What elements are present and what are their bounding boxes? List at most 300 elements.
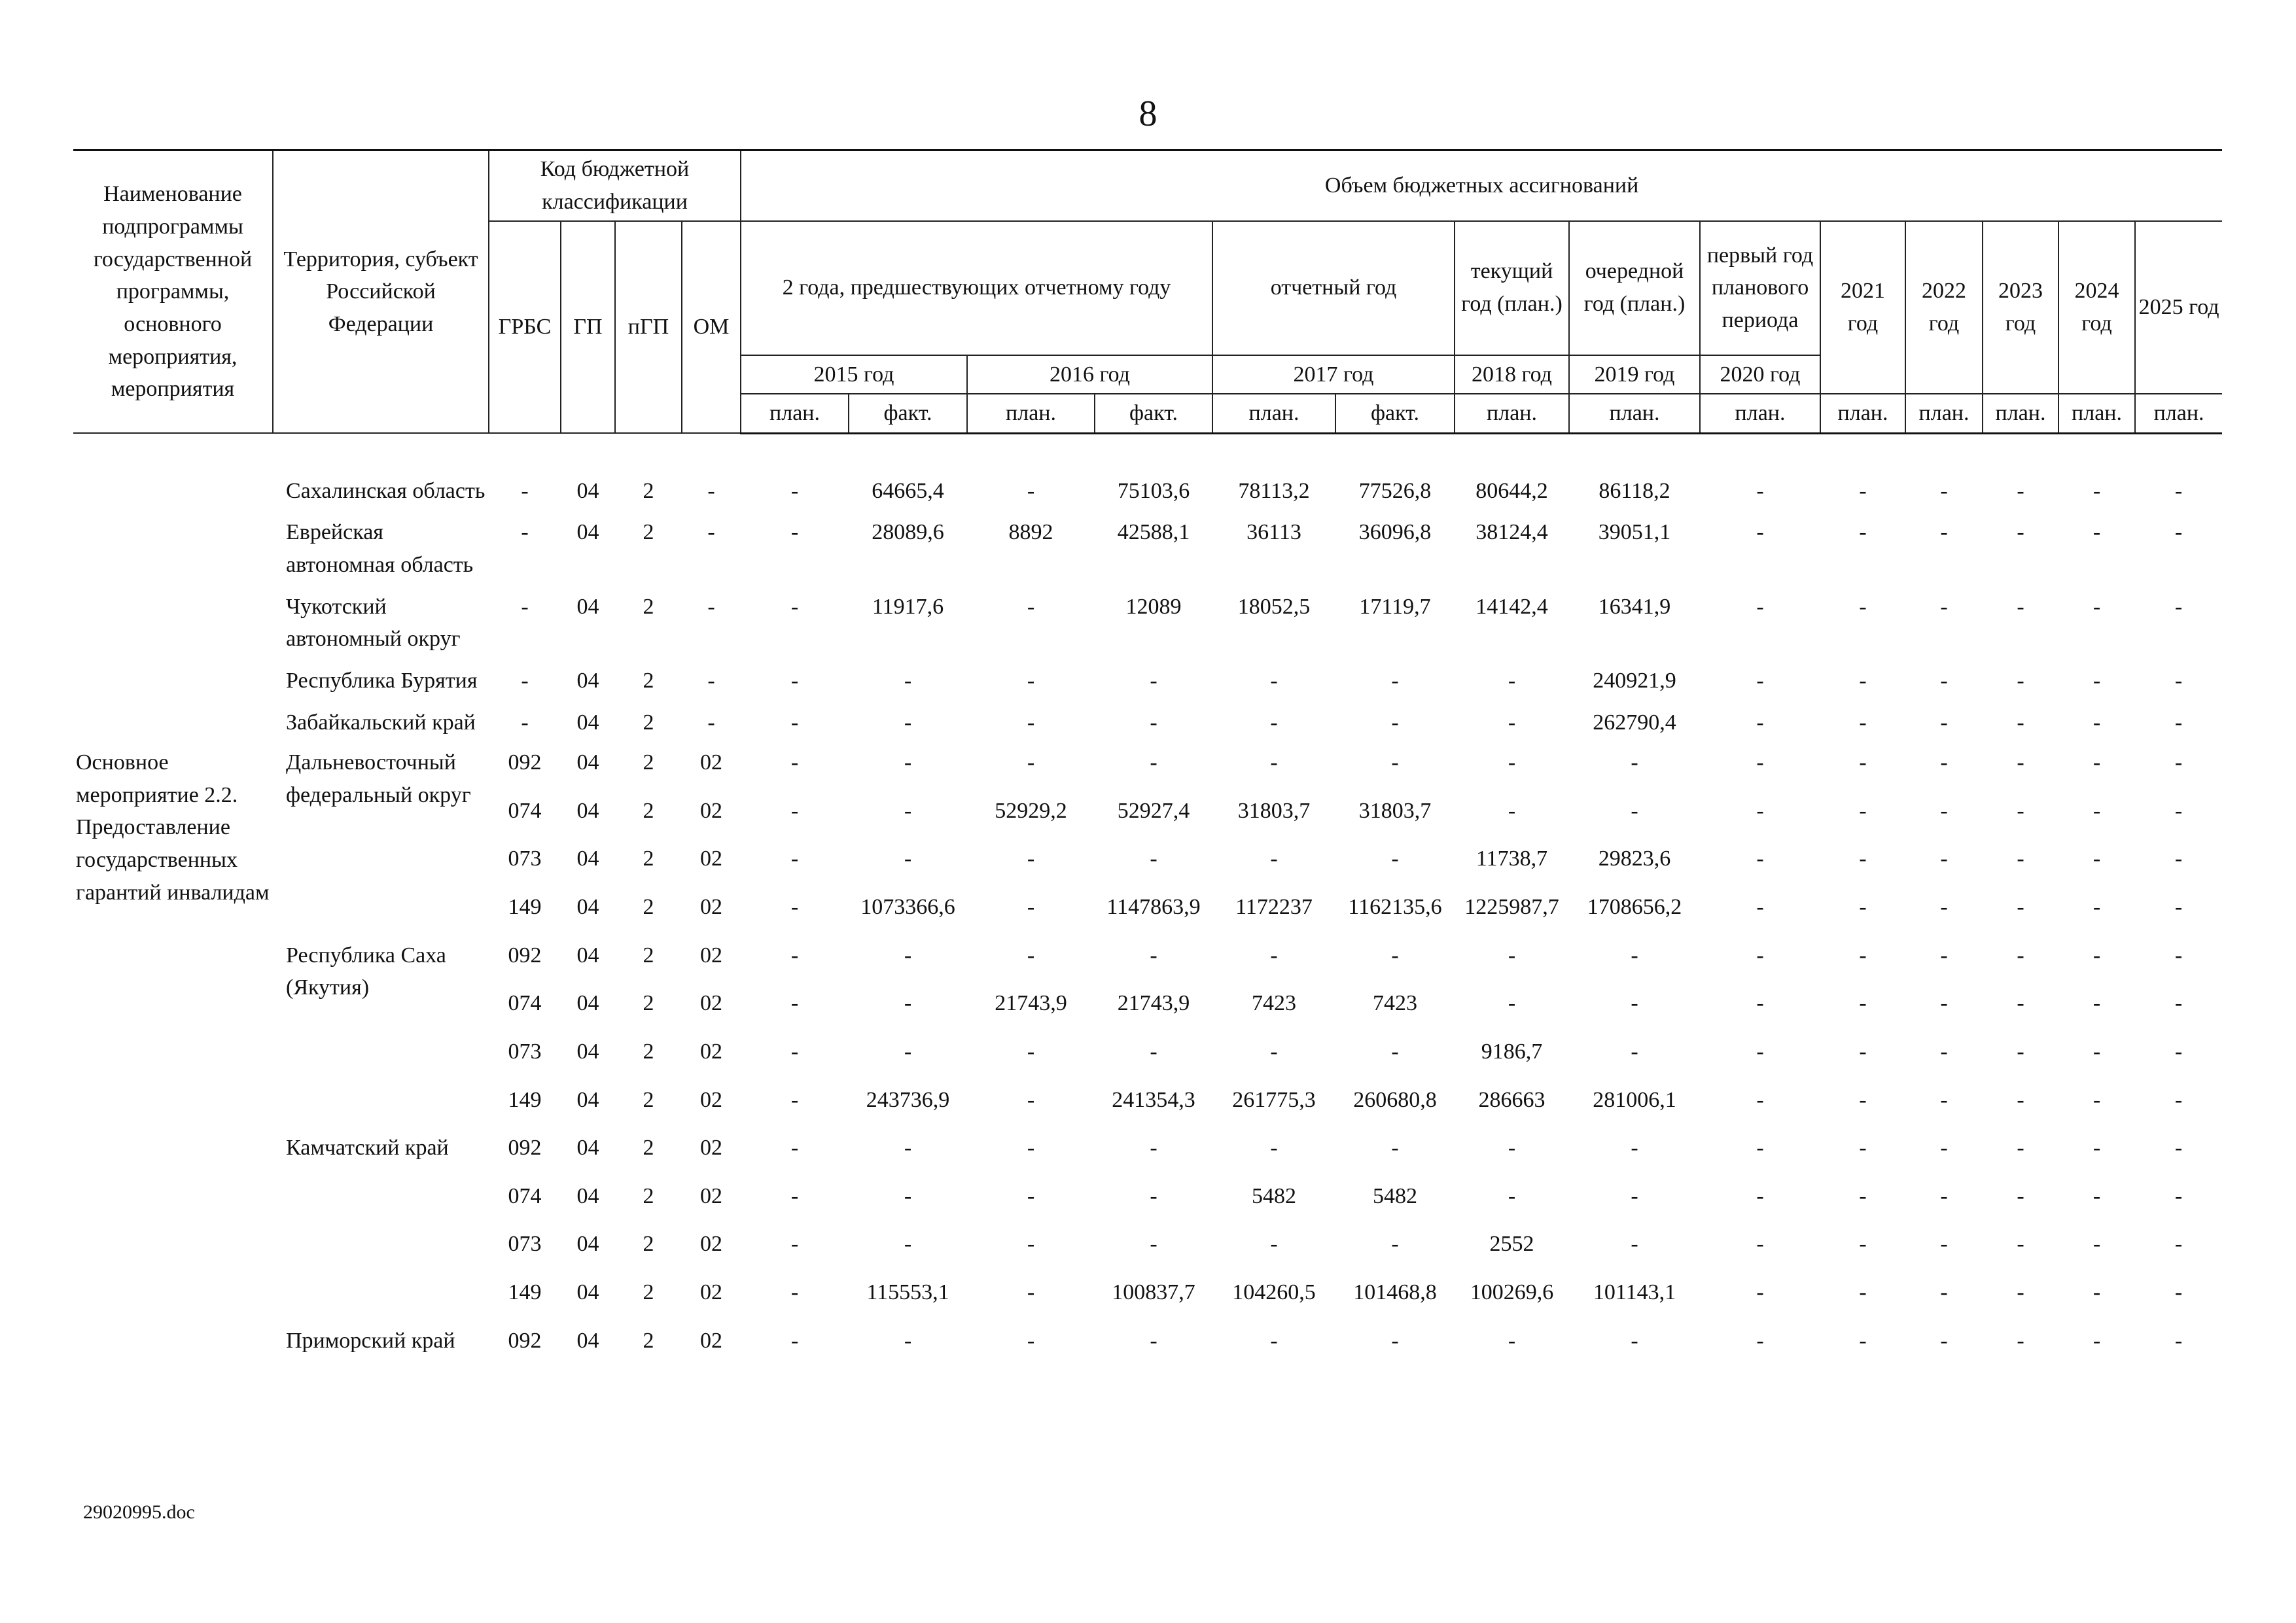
value-cell: - xyxy=(2093,478,2101,503)
value-cell: - xyxy=(1270,1232,1278,1257)
code-gp: 04 xyxy=(576,1136,599,1161)
value-cell: - xyxy=(2174,1280,2183,1304)
code-om: 02 xyxy=(700,1136,722,1161)
value-cell: - xyxy=(2174,1039,2183,1064)
code-pgp: 2 xyxy=(643,710,654,735)
value-cell: - xyxy=(904,1232,912,1257)
value-cell: - xyxy=(2017,798,2024,823)
value-cell: - xyxy=(1859,710,1867,735)
value-cell: - xyxy=(2093,750,2101,775)
code-om: 02 xyxy=(700,1183,722,1208)
value-cell: - xyxy=(2093,520,2101,545)
value-cell: - xyxy=(1859,478,1867,503)
value-cell: - xyxy=(1270,846,1278,871)
code-pgp: 2 xyxy=(643,594,654,619)
code-grbs: 074 xyxy=(508,1183,542,1208)
value-cell: 243736,9 xyxy=(866,1087,950,1112)
value-cell: - xyxy=(1756,1183,1764,1208)
value-cell: - xyxy=(1508,750,1516,775)
value-cell: 29823,6 xyxy=(1598,846,1671,871)
value-cell: - xyxy=(1940,943,1948,968)
value-cell: - xyxy=(1150,943,1157,968)
code-grbs: - xyxy=(521,668,529,693)
code-grbs: 149 xyxy=(508,1087,542,1112)
value-cell: - xyxy=(1150,846,1157,871)
code-gp: 04 xyxy=(576,1280,599,1304)
code-grbs: 092 xyxy=(508,1328,542,1353)
value-cell: - xyxy=(1027,943,1035,968)
value-cell: - xyxy=(1940,846,1948,871)
value-cell: - xyxy=(1940,750,1948,775)
value-cell: 100269,6 xyxy=(1470,1280,1554,1304)
code-grbs: 073 xyxy=(508,1232,542,1257)
value-cell: - xyxy=(1859,594,1867,619)
value-cell: - xyxy=(1027,846,1035,871)
value-cell: - xyxy=(1150,668,1157,693)
code-pgp: 2 xyxy=(643,895,654,919)
value-cell: - xyxy=(1508,991,1516,1016)
value-cell: - xyxy=(904,991,912,1016)
value-cell: 14142,4 xyxy=(1475,594,1548,619)
value-cell: 12089 xyxy=(1125,594,1182,619)
value-cell: - xyxy=(1150,1232,1157,1257)
value-cell: - xyxy=(790,991,799,1016)
value-cell: - xyxy=(790,750,799,775)
value-cell: - xyxy=(904,1039,912,1064)
value-cell: - xyxy=(1508,1328,1516,1353)
value-cell: - xyxy=(1756,1232,1764,1257)
value-cell: 21743,9 xyxy=(1117,991,1190,1016)
subheader-plan: план. xyxy=(1983,394,2058,433)
code-gp: 04 xyxy=(576,798,599,823)
value-cell: - xyxy=(1756,1039,1764,1064)
code-om: 02 xyxy=(700,750,722,775)
value-cell: - xyxy=(790,846,799,871)
value-cell: 18052,5 xyxy=(1237,594,1311,619)
value-cell: 80644,2 xyxy=(1475,478,1548,503)
header-pgp: пГП xyxy=(615,221,682,434)
code-grbs: - xyxy=(521,594,529,619)
value-cell: 11917,6 xyxy=(872,594,944,619)
footer-document-name: 29020995.doc xyxy=(83,1501,195,1523)
header-current-year: текущий год (план.) xyxy=(1455,221,1569,355)
value-cell: - xyxy=(1940,1136,1948,1161)
code-grbs: 073 xyxy=(508,1039,542,1064)
value-cell: - xyxy=(1270,1039,1278,1064)
value-cell: - xyxy=(1940,895,1948,919)
value-cell: - xyxy=(1631,1183,1638,1208)
value-cell: - xyxy=(1756,1280,1764,1304)
value-cell: - xyxy=(1027,668,1035,693)
code-gp: 04 xyxy=(576,846,599,871)
code-grbs: 074 xyxy=(508,798,542,823)
value-cell: - xyxy=(1756,991,1764,1016)
code-pgp: 2 xyxy=(643,668,654,693)
table-header xyxy=(73,150,2222,434)
value-cell: - xyxy=(1940,478,1948,503)
value-cell: - xyxy=(1940,1328,1948,1353)
code-grbs: 149 xyxy=(508,1280,542,1304)
value-cell: - xyxy=(1756,895,1764,919)
value-cell: - xyxy=(2174,1183,2183,1208)
value-cell: - xyxy=(1756,943,1764,968)
code-gp: 04 xyxy=(576,1087,599,1112)
value-cell: 101143,1 xyxy=(1593,1280,1676,1304)
value-cell: - xyxy=(2017,710,2024,735)
territory-name: Приморский край xyxy=(286,1328,455,1353)
value-cell: 9186,7 xyxy=(1481,1039,1543,1064)
code-pgp: 2 xyxy=(643,943,654,968)
header-first-plan-year: первый год планового периода xyxy=(1700,221,1820,355)
value-cell: - xyxy=(904,1328,912,1353)
value-cell: - xyxy=(1631,1328,1638,1353)
value-cell: 36113 xyxy=(1246,520,1301,545)
code-pgp: 2 xyxy=(643,798,654,823)
header-year-2017: 2017 год xyxy=(1212,355,1455,394)
value-cell: - xyxy=(1508,943,1516,968)
value-cell: - xyxy=(1391,846,1399,871)
code-grbs: 092 xyxy=(508,943,542,968)
code-grbs: - xyxy=(521,710,529,735)
header-2025: 2025 год xyxy=(2135,221,2222,394)
table-body xyxy=(73,433,2222,1365)
value-cell: - xyxy=(1859,1232,1867,1257)
value-cell: - xyxy=(1756,1328,1764,1353)
value-cell: - xyxy=(2093,1087,2101,1112)
value-cell: - xyxy=(1859,1136,1867,1161)
value-cell: - xyxy=(2174,991,2183,1016)
value-cell: 7423 xyxy=(1252,991,1297,1016)
header-2023: 2023 год xyxy=(1983,221,2058,394)
value-cell: - xyxy=(2017,478,2024,503)
value-cell: 262790,4 xyxy=(1593,710,1676,735)
code-gp: 04 xyxy=(576,594,599,619)
value-cell: - xyxy=(1859,750,1867,775)
table-row xyxy=(73,932,2222,980)
value-cell: - xyxy=(1756,798,1764,823)
value-cell: - xyxy=(2093,1136,2101,1161)
value-cell: - xyxy=(2017,750,2024,775)
value-cell: - xyxy=(2174,668,2183,693)
value-cell: - xyxy=(1859,668,1867,693)
value-cell: 78113,2 xyxy=(1238,478,1310,503)
value-cell: - xyxy=(1391,710,1399,735)
value-cell: - xyxy=(1027,1039,1035,1064)
header-year-2019: 2019 год xyxy=(1569,355,1700,394)
value-cell: - xyxy=(2174,594,2183,619)
value-cell: - xyxy=(904,798,912,823)
subheader-plan: план. xyxy=(2135,394,2222,433)
code-om: 02 xyxy=(700,798,722,823)
subheader-plan: план. xyxy=(1569,394,1700,433)
value-cell: - xyxy=(1940,991,1948,1016)
value-cell: - xyxy=(1027,710,1035,735)
territory-name: Республика Саха (Якутия) xyxy=(286,943,446,1000)
value-cell: - xyxy=(1756,1087,1764,1112)
table-row xyxy=(73,466,2222,508)
value-cell: - xyxy=(1940,1183,1948,1208)
value-cell: - xyxy=(2174,1136,2183,1161)
subheader-plan: план. xyxy=(1455,394,1569,433)
value-cell: - xyxy=(1940,798,1948,823)
value-cell: - xyxy=(2174,895,2183,919)
value-cell: - xyxy=(790,478,799,503)
program-name: Основное мероприятие 2.2. Предоставление государственных гарантий инвалидам xyxy=(76,750,270,905)
code-gp: 04 xyxy=(576,895,599,919)
header-year-2015: 2015 год xyxy=(741,355,967,394)
value-cell: 31803,7 xyxy=(1237,798,1311,823)
value-cell: - xyxy=(1027,1087,1035,1112)
value-cell: 1162135,6 xyxy=(1348,895,1442,919)
spacer-cell xyxy=(73,433,2222,466)
value-cell: - xyxy=(2093,943,2101,968)
header-gp: ГП xyxy=(561,221,615,434)
subheader-plan: план. xyxy=(1820,394,1905,433)
value-cell: - xyxy=(1508,668,1516,693)
value-cell: - xyxy=(2017,1039,2024,1064)
value-cell: - xyxy=(2017,1328,2024,1353)
territory-name: Забайкальский край xyxy=(286,710,476,735)
code-grbs: 074 xyxy=(508,991,542,1016)
code-pgp: 2 xyxy=(643,520,654,545)
value-cell: - xyxy=(1859,1039,1867,1064)
value-cell: - xyxy=(1756,846,1764,871)
header-grbs: ГРБС xyxy=(489,221,561,434)
value-cell: 11738,7 xyxy=(1475,846,1548,871)
code-om: - xyxy=(707,710,715,735)
value-cell: - xyxy=(1859,895,1867,919)
value-cell: - xyxy=(2174,1087,2183,1112)
value-cell: 1073366,6 xyxy=(860,895,955,919)
code-pgp: 2 xyxy=(643,1039,654,1064)
code-om: - xyxy=(707,520,715,545)
subheader-plan: план. xyxy=(967,394,1095,433)
value-cell: - xyxy=(2017,895,2024,919)
value-cell: - xyxy=(2174,943,2183,968)
value-cell: - xyxy=(1631,1232,1638,1257)
value-cell: - xyxy=(2093,1280,2101,1304)
value-cell: - xyxy=(1756,520,1764,545)
code-om: 02 xyxy=(700,991,722,1016)
value-cell: - xyxy=(2093,991,2101,1016)
value-cell: - xyxy=(1391,1328,1399,1353)
value-cell: - xyxy=(1270,710,1278,735)
code-pgp: 2 xyxy=(643,1280,654,1304)
code-om: 02 xyxy=(700,943,722,968)
value-cell: - xyxy=(2174,520,2183,545)
value-cell: - xyxy=(790,1039,799,1064)
value-cell: - xyxy=(1940,1232,1948,1257)
value-cell: 38124,4 xyxy=(1475,520,1548,545)
value-cell: - xyxy=(1391,1136,1399,1161)
code-pgp: 2 xyxy=(643,1087,654,1112)
header-2021: 2021 год xyxy=(1820,221,1905,394)
code-om: 02 xyxy=(700,1280,722,1304)
value-cell: - xyxy=(1270,943,1278,968)
value-cell: 261775,3 xyxy=(1232,1087,1316,1112)
value-cell: - xyxy=(1391,943,1399,968)
value-cell: 1225987,7 xyxy=(1464,895,1559,919)
value-cell: 42588,1 xyxy=(1117,520,1190,545)
table-row xyxy=(73,582,2222,655)
territory-name: Чукотский автономный округ xyxy=(286,594,461,652)
value-cell: - xyxy=(2093,798,2101,823)
value-cell: - xyxy=(790,594,799,619)
value-cell: 5482 xyxy=(1373,1183,1418,1208)
value-cell: - xyxy=(2017,991,2024,1016)
header-2022: 2022 год xyxy=(1905,221,1983,394)
value-cell: - xyxy=(1756,1136,1764,1161)
value-cell: - xyxy=(790,668,799,693)
header-2024: 2024 год xyxy=(2058,221,2135,394)
territory-name: Камчатский край xyxy=(286,1136,449,1161)
code-gp: 04 xyxy=(576,668,599,693)
value-cell: - xyxy=(1027,594,1035,619)
value-cell: - xyxy=(2093,668,2101,693)
value-cell: - xyxy=(2017,1087,2024,1112)
value-cell: - xyxy=(2017,668,2024,693)
code-pgp: 2 xyxy=(643,846,654,871)
value-cell: 2552 xyxy=(1489,1232,1534,1257)
value-cell: - xyxy=(1631,1136,1638,1161)
value-cell: - xyxy=(790,1280,799,1304)
code-om: 02 xyxy=(700,1232,722,1257)
value-cell: - xyxy=(790,943,799,968)
code-gp: 04 xyxy=(576,478,599,503)
value-cell: - xyxy=(790,798,799,823)
value-cell: - xyxy=(1027,1280,1035,1304)
value-cell: - xyxy=(1859,1183,1867,1208)
code-om: 02 xyxy=(700,895,722,919)
value-cell: 1172237 xyxy=(1235,895,1313,919)
value-cell: 5482 xyxy=(1252,1183,1297,1208)
value-cell: - xyxy=(790,1328,799,1353)
value-cell: - xyxy=(1756,478,1764,503)
code-gp: 04 xyxy=(576,1328,599,1353)
value-cell: 115553,1 xyxy=(866,1280,949,1304)
header-program: Наименование подпрограммы государственной программы, основного мероприятия, мероприятия xyxy=(73,150,273,434)
value-cell: - xyxy=(1631,798,1638,823)
value-cell: - xyxy=(790,895,799,919)
code-gp: 04 xyxy=(576,991,599,1016)
value-cell: 286663 xyxy=(1478,1087,1545,1112)
value-cell: - xyxy=(1150,750,1157,775)
value-cell: - xyxy=(1940,520,1948,545)
value-cell: 1708656,2 xyxy=(1587,895,1682,919)
value-cell: - xyxy=(1859,1280,1867,1304)
value-cell: - xyxy=(1508,710,1516,735)
header-territory: Территория, субъект Российской Федерации xyxy=(273,150,489,434)
value-cell: - xyxy=(790,1232,799,1257)
page-number: 8 xyxy=(1139,94,1157,134)
value-cell: - xyxy=(2093,1039,2101,1064)
value-cell: 77526,8 xyxy=(1358,478,1432,503)
value-cell: - xyxy=(1756,594,1764,619)
value-cell: - xyxy=(1027,1136,1035,1161)
code-gp: 04 xyxy=(576,710,599,735)
value-cell: - xyxy=(1631,1039,1638,1064)
value-cell: - xyxy=(1150,710,1157,735)
value-cell: - xyxy=(1940,1039,1948,1064)
value-cell: - xyxy=(1859,520,1867,545)
header-om: ОМ xyxy=(682,221,741,434)
value-cell: - xyxy=(904,668,912,693)
value-cell: - xyxy=(2017,1183,2024,1208)
code-pgp: 2 xyxy=(643,750,654,775)
table-row xyxy=(73,1124,2222,1172)
value-cell: 104260,5 xyxy=(1232,1280,1316,1304)
budget-table-container xyxy=(73,149,2222,1365)
value-cell: - xyxy=(2093,1328,2101,1353)
value-cell: - xyxy=(1508,798,1516,823)
value-cell: - xyxy=(1859,846,1867,871)
subheader-plan: план. xyxy=(1905,394,1983,433)
header-two-years-prior: 2 года, предшествующих отчетному году xyxy=(741,221,1212,355)
value-cell: - xyxy=(1631,750,1638,775)
code-om: - xyxy=(707,668,715,693)
territory-name: Сахалинская область xyxy=(286,478,486,503)
code-om: - xyxy=(707,594,715,619)
value-cell: - xyxy=(2174,478,2183,503)
code-grbs: 073 xyxy=(508,846,542,871)
header-budget-code: Код бюджетной классификации xyxy=(489,150,741,221)
code-pgp: 2 xyxy=(643,1136,654,1161)
value-cell: 8892 xyxy=(1008,520,1053,545)
table-row xyxy=(73,507,2222,581)
value-cell: - xyxy=(1150,1039,1157,1064)
value-cell: - xyxy=(904,750,912,775)
code-pgp: 2 xyxy=(643,991,654,1016)
code-om: 02 xyxy=(700,1039,722,1064)
value-cell: 17119,7 xyxy=(1359,594,1431,619)
territory-name: Республика Бурятия xyxy=(286,668,478,693)
code-gp: 04 xyxy=(576,1232,599,1257)
value-cell: - xyxy=(1756,710,1764,735)
value-cell: - xyxy=(1270,1328,1278,1353)
value-cell: 64665,4 xyxy=(872,478,944,503)
code-grbs: 149 xyxy=(508,895,542,919)
code-gp: 04 xyxy=(576,943,599,968)
value-cell: - xyxy=(1391,750,1399,775)
value-cell: - xyxy=(2017,943,2024,968)
subheader-fact: факт. xyxy=(849,394,967,433)
value-cell: - xyxy=(2093,895,2101,919)
code-grbs: - xyxy=(521,520,529,545)
table-row xyxy=(73,655,2222,697)
value-cell: 75103,6 xyxy=(1117,478,1190,503)
value-cell: - xyxy=(904,846,912,871)
subheader-plan: план. xyxy=(741,394,849,433)
table-row xyxy=(73,1317,2222,1365)
value-cell: - xyxy=(1940,1280,1948,1304)
value-cell: - xyxy=(790,520,799,545)
value-cell: - xyxy=(1391,1039,1399,1064)
value-cell: - xyxy=(1756,668,1764,693)
value-cell: - xyxy=(1270,668,1278,693)
value-cell: - xyxy=(1508,1136,1516,1161)
value-cell: - xyxy=(2017,594,2024,619)
value-cell: - xyxy=(2093,1232,2101,1257)
value-cell: - xyxy=(1270,1136,1278,1161)
code-gp: 04 xyxy=(576,520,599,545)
value-cell: 31803,7 xyxy=(1358,798,1432,823)
header-year-2020: 2020 год xyxy=(1700,355,1820,394)
value-cell: 281006,1 xyxy=(1593,1087,1676,1112)
value-cell: - xyxy=(1859,943,1867,968)
value-cell: 28089,6 xyxy=(872,520,944,545)
value-cell: 260680,8 xyxy=(1353,1087,1437,1112)
code-om: 02 xyxy=(700,846,722,871)
